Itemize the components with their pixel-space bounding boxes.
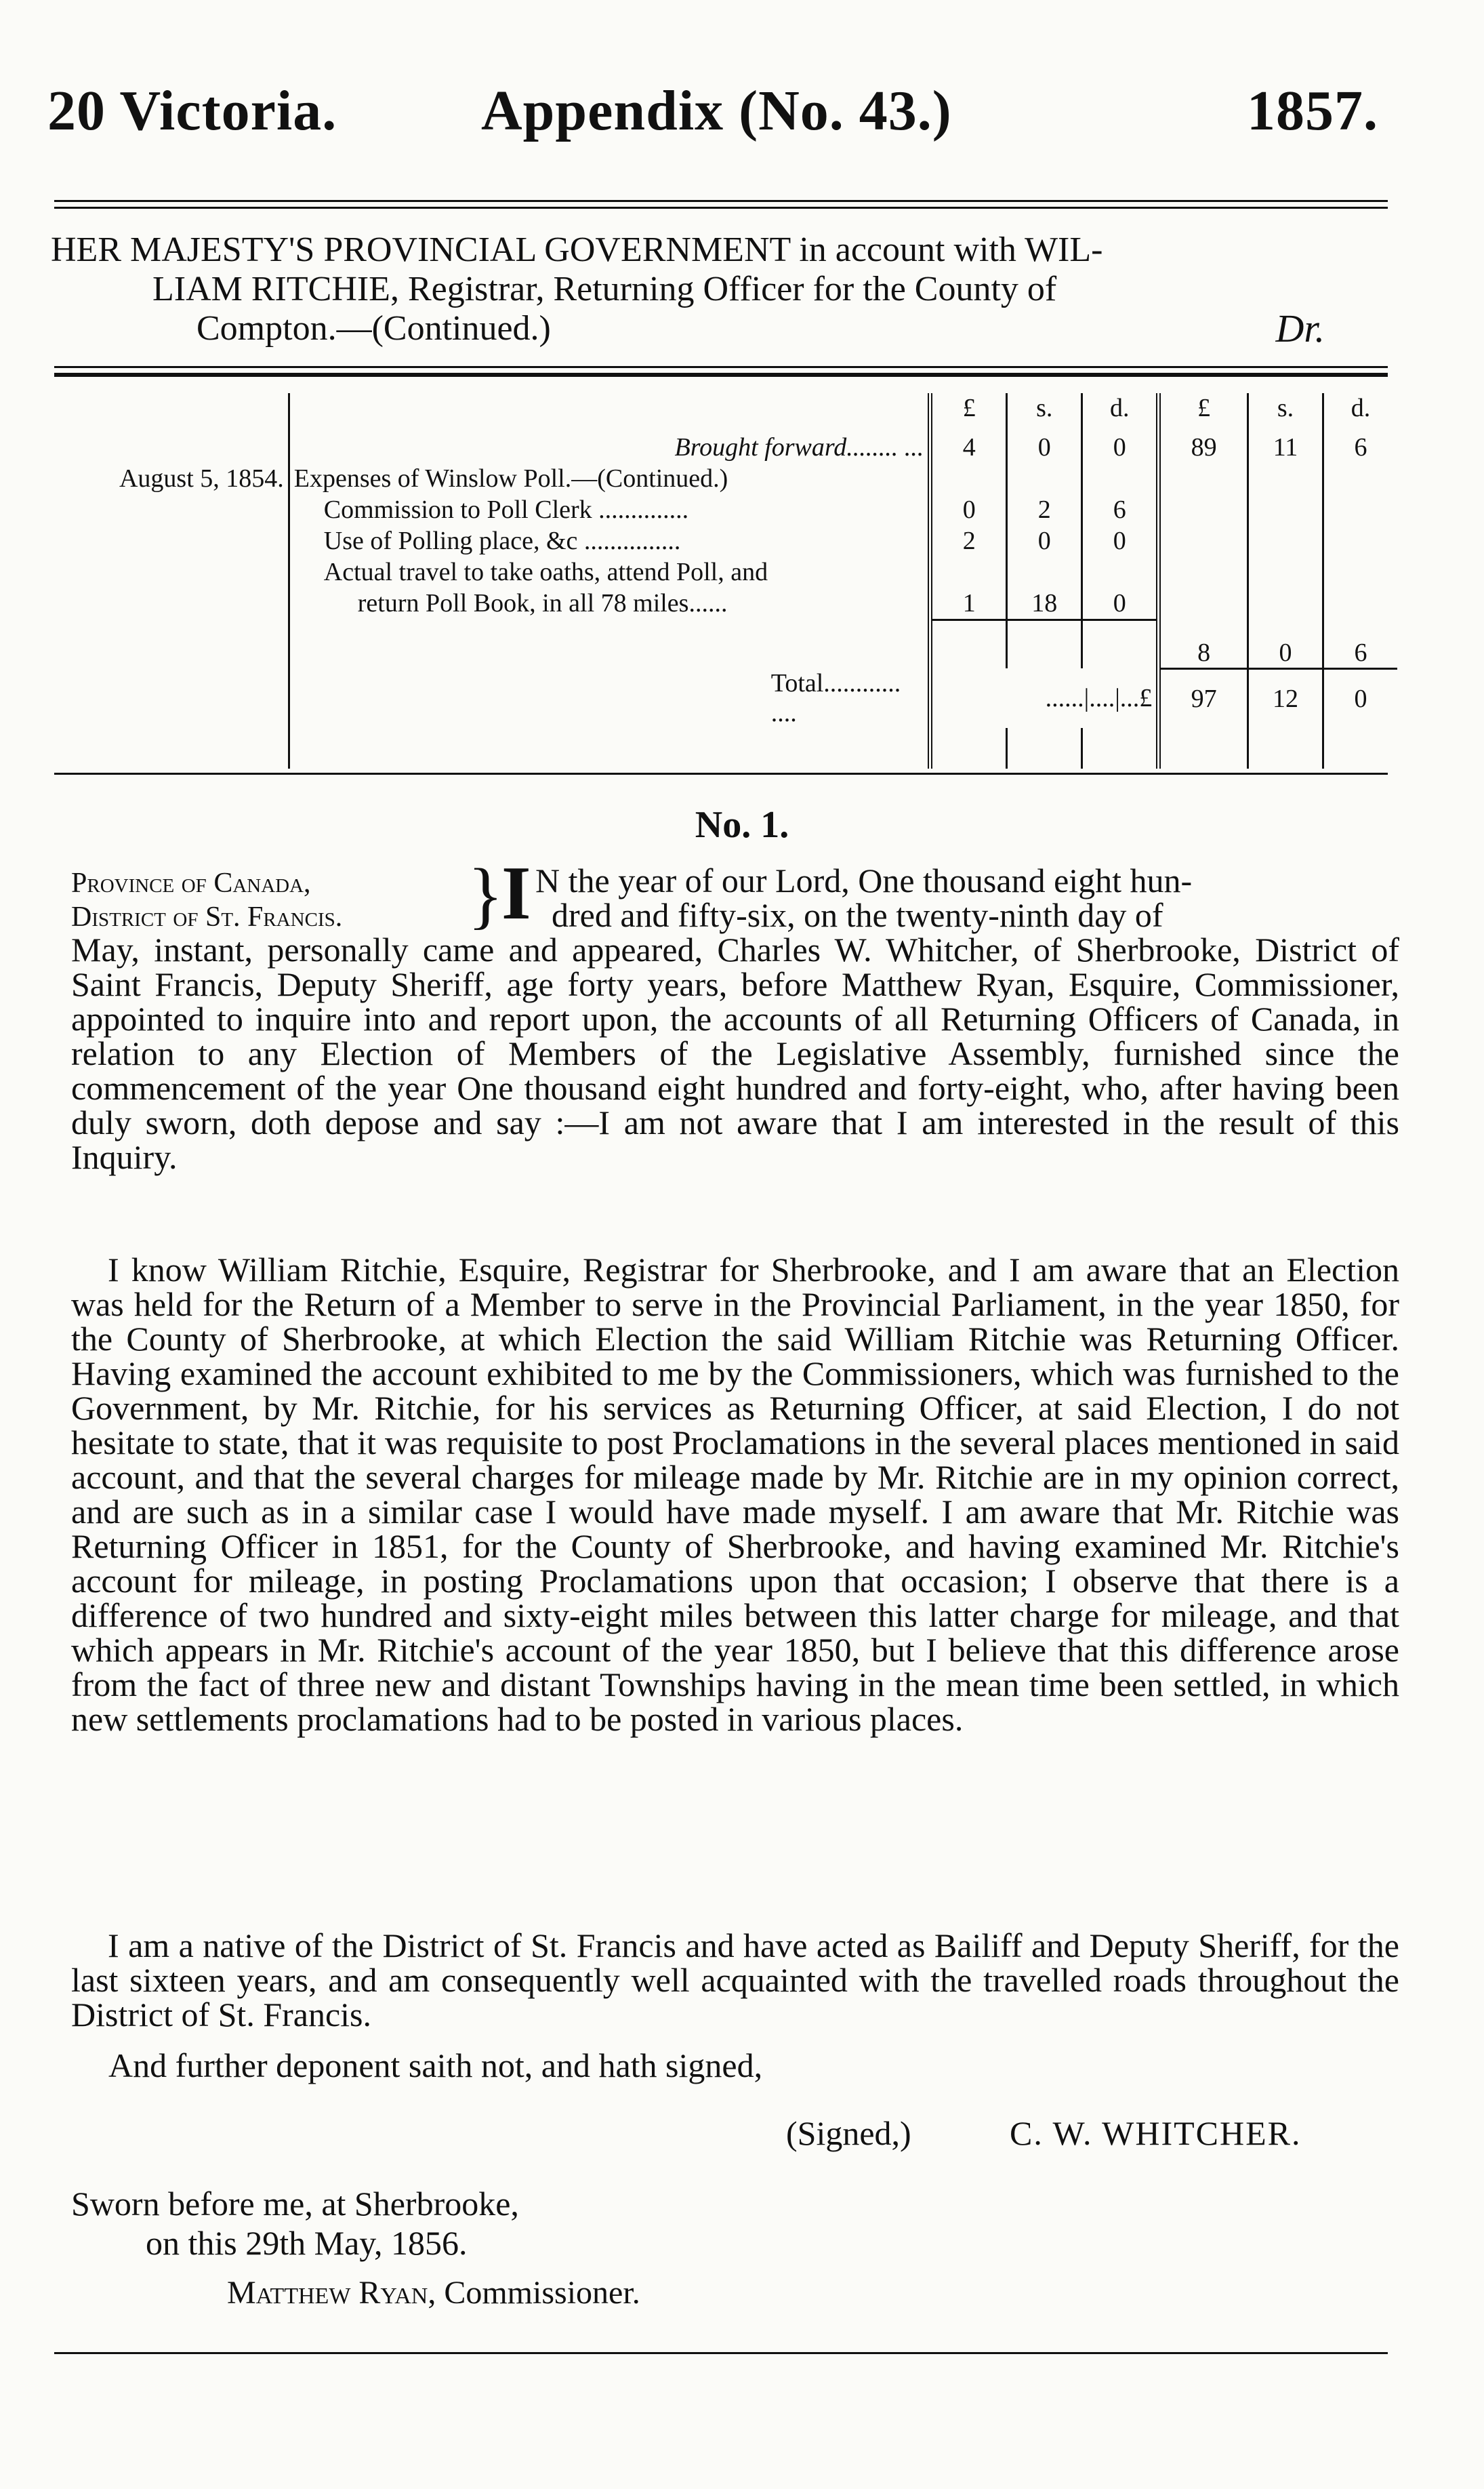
page-header-right: 1857.: [1247, 79, 1378, 142]
table-row: [47, 588, 1397, 620]
row-shilling: 2: [1007, 495, 1082, 526]
brace-icon: }: [468, 853, 503, 936]
row-pound: 0: [930, 495, 1007, 526]
account-title-line1: HER MAJESTY'S PROVINCIAL GOVERNMENT in account with WIL-: [51, 230, 1103, 269]
row-pence: 0: [1082, 588, 1159, 620]
table-row: [47, 557, 1397, 588]
col-pound-a: £: [930, 393, 1007, 432]
account-title-line2: LIAM RITCHIE, Registrar, Returning Officer for the County of: [152, 270, 1057, 308]
paragraph-3: I am a native of the District of St. Francis and have acted as Bailiff and Deputy Sheriff, for the last sixteen years, and am consequently well acquainted with the travelled roads throughout the District of St. Francis.: [71, 1926, 1399, 2033]
table-row: [47, 526, 1397, 557]
account-title-line3: [51, 306, 1399, 350]
caption: [71, 866, 342, 934]
entry-date: August 5, 1854.: [119, 464, 284, 493]
expenses-title: Expenses of Winslow Poll.—(Continued.): [289, 464, 930, 495]
total-pound: 97: [1159, 668, 1248, 728]
total-pence: 0: [1323, 668, 1398, 728]
table-row: [47, 495, 1397, 526]
row-label: Use of Polling place, &c ...............: [289, 526, 930, 557]
row-label: Commission to Poll Clerk ..............: [289, 495, 930, 526]
p1-line2: dred and fifty-six, on the twenty-ninth day of: [552, 896, 1163, 934]
dr-label: Dr.: [1275, 306, 1325, 350]
account-table: [47, 393, 1397, 769]
commissioner-name: Matthew Ryan,: [227, 2275, 436, 2311]
row-label: Actual travel to take oaths, attend Poll, and: [289, 557, 930, 588]
bf-b-pound: 89: [1159, 432, 1248, 464]
bf-b-pence: 6: [1323, 432, 1398, 464]
table-header-row: [47, 393, 1397, 432]
col-pence-b: d.: [1323, 393, 1398, 432]
row-pence: 0: [1082, 526, 1159, 557]
caption-province: Province of Canada,: [71, 868, 311, 899]
row-label: return Poll Book, in all 78 miles......: [289, 588, 930, 620]
section-title: No. 1.: [695, 804, 789, 846]
account-title: [51, 230, 1399, 348]
bf-a-shilling: 0: [1007, 432, 1082, 464]
commissioner-title: Commissioner.: [444, 2275, 640, 2311]
table-rule-bottom: [54, 773, 1388, 775]
bf-b-shilling: 11: [1248, 432, 1323, 464]
table-rule-top-thick: [54, 373, 1388, 377]
expenses-title-row: [47, 464, 1397, 495]
drop-cap: I: [501, 851, 531, 935]
paragraph-1: May, instant, personally came and appeared, Charles W. Whitcher, of Sherbrooke, District of Saint Francis, Deputy Sheriff, age forty years, before Matthew Ryan, Esquire, Commissioner, appointed to inquire into and report upon, the accounts of all Returning Officers of Canada, in relation to any Election of Members of the Legislative Assembly, furnished since the commencement of the year One thousand eight hundred and forty-eight, who, after having been duly sworn, doth depose and say :—I am not aware that I am interested in the result of this Inquiry.: [71, 931, 1399, 1176]
total-dots: ......|....|...£: [930, 668, 1159, 728]
page-header-left: 20 Victoria.: [47, 79, 337, 142]
row-pound: [930, 557, 1007, 588]
subtotal-row: [47, 620, 1397, 668]
table-rule-top: [54, 366, 1388, 368]
row-pound: 1: [930, 588, 1007, 620]
row-pound: 2: [930, 526, 1007, 557]
col-pound-b: £: [1159, 393, 1248, 432]
sworn-line2: on this 29th May, 1856.: [146, 2224, 468, 2262]
brought-forward-label: Brought forward........ ...: [289, 432, 930, 464]
signed-label: (Signed,): [786, 2114, 911, 2152]
paragraph-4: And further deponent saith not, and hath signed,: [108, 2046, 763, 2084]
total-label: Total............ ....: [289, 668, 930, 728]
row-shilling: [1007, 557, 1082, 588]
p1-line1: N the year of our Lord, One thousand eight hun-: [535, 862, 1193, 899]
col-pence-a: d.: [1082, 393, 1159, 432]
page-header-center: Appendix (No. 43.): [481, 79, 952, 142]
subtotal-shilling: 0: [1248, 620, 1323, 668]
paragraph-2: I know William Ritchie, Esquire, Registrar for Sherbrooke, and I am aware that an Election was held for the Return of a Member to serve in the Provincial Parliament, in the year 1850, for the County of Sherbrooke, at which Election the said William Ritchie was Returning Officer. Having examined the account exhibited to me by the Commissioners, which was furnished to the Government, by Mr. Ritchie, for his services as Returning Officer, at said Election, I do not hesitate to state, that it was requisite to post Proclamations in the several places mentioned in said account, and that the several charges for mileage made by Mr. Ritchie are in my opinion correct, and are such as in a similar case I would have made myself. I am aware that Mr. Ritchie was Returning Officer in 1851, for the County of Sherbrooke, and having examined Mr. Ritchie's account for mileage, in posting Proclamations upon that occasion; I observe that there is a difference of two hundred and sixty-eight miles between this latter charge for mileage, and that which appears in Mr. Ritchie's account of the year 1850, but I believe that this difference arose from the fact of three new and distant Townships having in the mean time been settled, in which new settlements proclamations had to be posted in various places.: [71, 1251, 1399, 1738]
row-pence: 6: [1082, 495, 1159, 526]
brought-forward-row: [47, 432, 1397, 464]
row-shilling: 18: [1007, 588, 1082, 620]
total-shilling: 12: [1248, 668, 1323, 728]
total-row: [47, 668, 1397, 728]
bf-a-pound: 4: [930, 432, 1007, 464]
row-shilling: 0: [1007, 526, 1082, 557]
row-pence: [1082, 557, 1159, 588]
bf-a-pence: 0: [1082, 432, 1159, 464]
header-rule-bottom: [54, 207, 1388, 209]
account-title-line3-text: Compton.—(Continued.): [197, 309, 551, 348]
caption-district: District of St. Francis.: [71, 902, 343, 933]
col-shilling-b: s.: [1248, 393, 1323, 432]
commissioner-line: [227, 2274, 640, 2311]
sworn-line1: Sworn before me, at Sherbrooke,: [71, 2185, 519, 2223]
footer-rule: [54, 2352, 1388, 2354]
paragraph-1-head: [535, 864, 1399, 933]
col-shilling-a: s.: [1007, 393, 1082, 432]
header-rule-top: [54, 200, 1388, 202]
subtotal-pound: 8: [1159, 620, 1248, 668]
signatory-name: C. W. WHITCHER.: [1010, 2114, 1302, 2152]
subtotal-pence: 6: [1323, 620, 1398, 668]
